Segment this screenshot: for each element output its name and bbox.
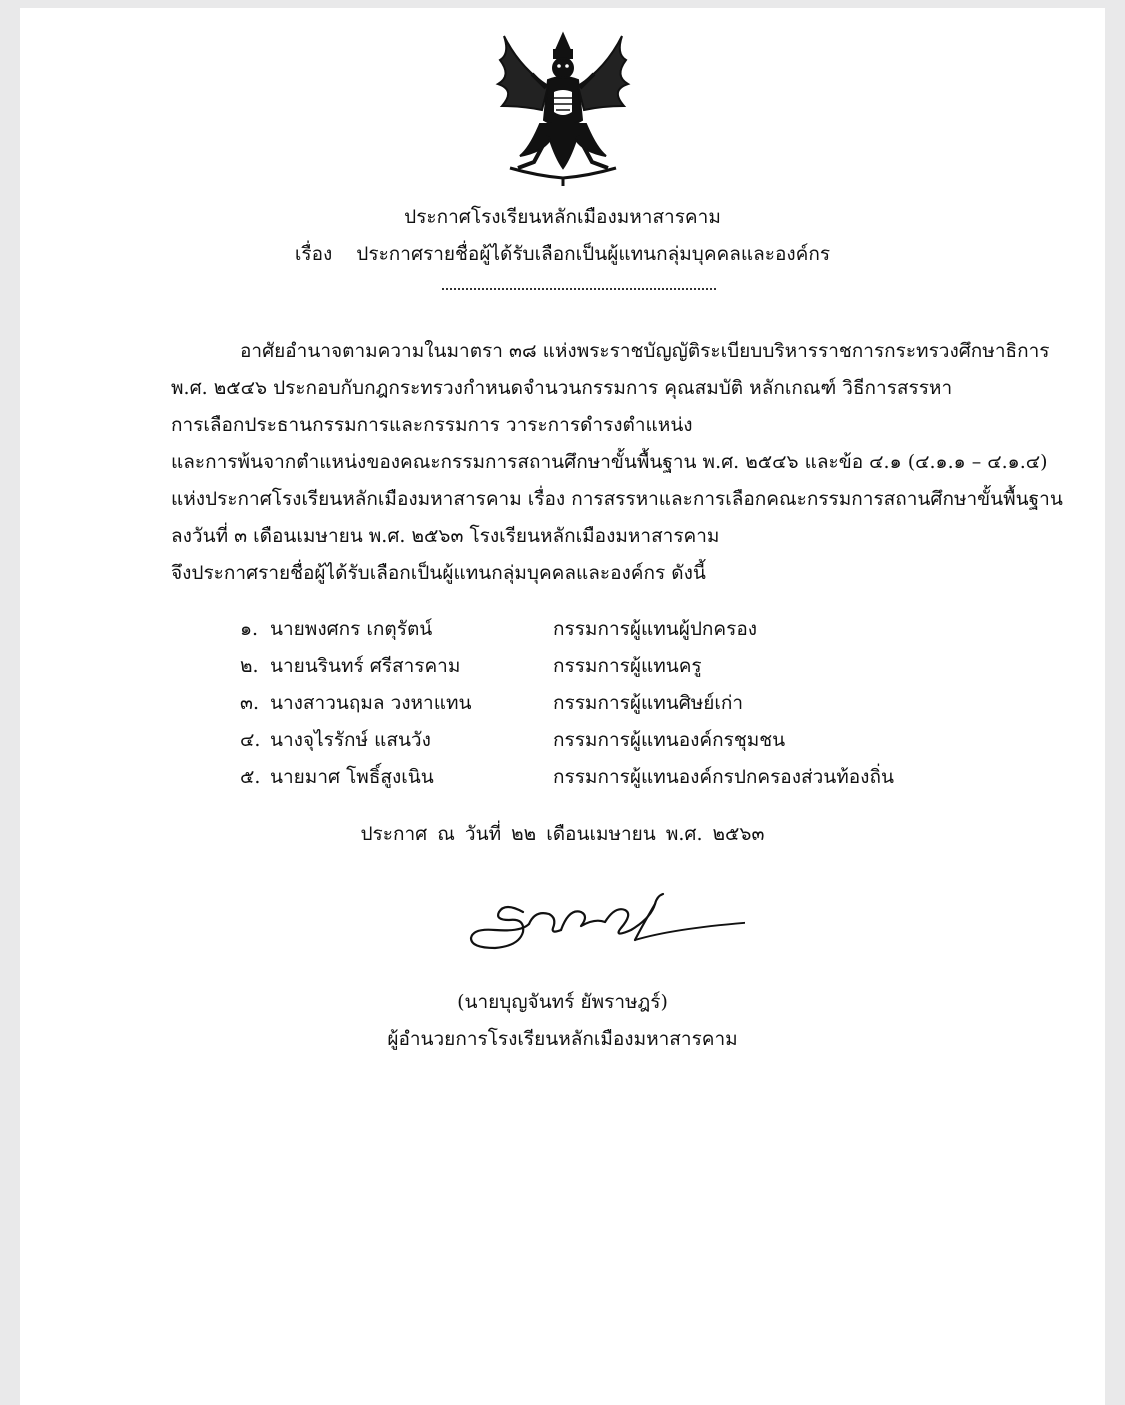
member-row	[240, 688, 1000, 718]
body-line: พ.ศ. ๒๕๔๖ ประกอบกับกฎกระทรวงกำหนดจำนวนกรรมการ คุณสมบัติ หลักเกณฑ์ วิธีการสรรหา	[171, 377, 953, 399]
signer-name: (นายบุญจันทร์ ยัพราษฎร์)	[457, 991, 668, 1013]
member-role: กรรมการผู้แทนองค์กรชุมชน	[553, 729, 786, 751]
member-role: กรรมการผู้แทนศิษย์เก่า	[553, 692, 744, 714]
member-name: นายนรินทร์ ศรีสารคาม	[270, 655, 461, 677]
document-page	[20, 8, 1105, 1405]
member-row	[240, 651, 1000, 681]
member-role: กรรมการผู้แทนผู้ปกครอง	[553, 618, 758, 640]
body-line: การเลือกประธานกรรมการและกรรมการ วาระการดำรงตำแหน่ง	[171, 414, 693, 436]
subject-text: ประกาศรายชื่อผู้ได้รับเลือกเป็นผู้แทนกลุ่มบุคคลและองค์กร	[356, 243, 831, 265]
member-number: ๔.	[240, 729, 261, 751]
body-line: จึงประกาศรายชื่อผู้ได้รับเลือกเป็นผู้แทนกลุ่มบุคคลและองค์กร ดังนี้	[171, 562, 706, 584]
member-name: นายมาศ โพธิ์สูงเนิน	[270, 766, 434, 788]
announcement-subject	[20, 239, 1105, 269]
member-role: กรรมการผู้แทนองค์กรปกครองส่วนท้องถิ่น	[553, 766, 894, 788]
body-line: แห่งประกาศโรงเรียนหลักเมืองมหาสารคาม เรื่อง การสรรหาและการเลือกคณะกรรมการสถานศึกษาขั้นพื้นฐาน	[171, 488, 1063, 510]
member-number: ๑.	[240, 618, 259, 640]
announcement-date: ประกาศ ณ วันที่ ๒๒ เดือนเมษายน พ.ศ. ๒๕๖๓	[360, 823, 765, 845]
signer-position: ผู้อำนวยการโรงเรียนหลักเมืองมหาสารคาม	[387, 1028, 738, 1050]
announcement-title: ประกาศโรงเรียนหลักเมืองมหาสารคาม	[404, 206, 721, 228]
body-line: อาศัยอำนาจตามความในมาตรา ๓๘ แห่งพระราชบัญญัติระเบียบบริหารราชการกระทรวงศึกษาธิการ	[240, 340, 1050, 362]
member-role: กรรมการผู้แทนครู	[553, 655, 702, 677]
member-number: ๒.	[240, 655, 259, 677]
member-row	[240, 762, 1000, 792]
member-number: ๕.	[240, 766, 261, 788]
member-number: ๓.	[240, 692, 260, 714]
dotted-divider	[442, 288, 716, 290]
member-name: นางสาวนฤมล วงหาแทน	[270, 692, 472, 714]
body-line: ลงวันที่ ๓ เดือนเมษายน พ.ศ. ๒๕๖๓ โรงเรียนหลักเมืองมหาสารคาม	[171, 525, 720, 547]
body-line: และการพ้นจากตำแหน่งของคณะกรรมการสถานศึกษาขั้นพื้นฐาน พ.ศ. ๒๕๔๖ และข้อ ๔.๑ (๔.๑.๑ – ๔.๑.๔)	[171, 451, 1048, 473]
member-row	[240, 725, 1000, 755]
handwritten-signature	[465, 888, 745, 954]
subject-label: เรื่อง	[294, 243, 333, 265]
member-name: นางจุไรรักษ์ แสนวัง	[270, 729, 431, 751]
member-name: นายพงศกร เกตุรัตน์	[270, 618, 433, 640]
member-row	[240, 614, 1000, 644]
garuda-emblem-icon	[490, 28, 636, 188]
